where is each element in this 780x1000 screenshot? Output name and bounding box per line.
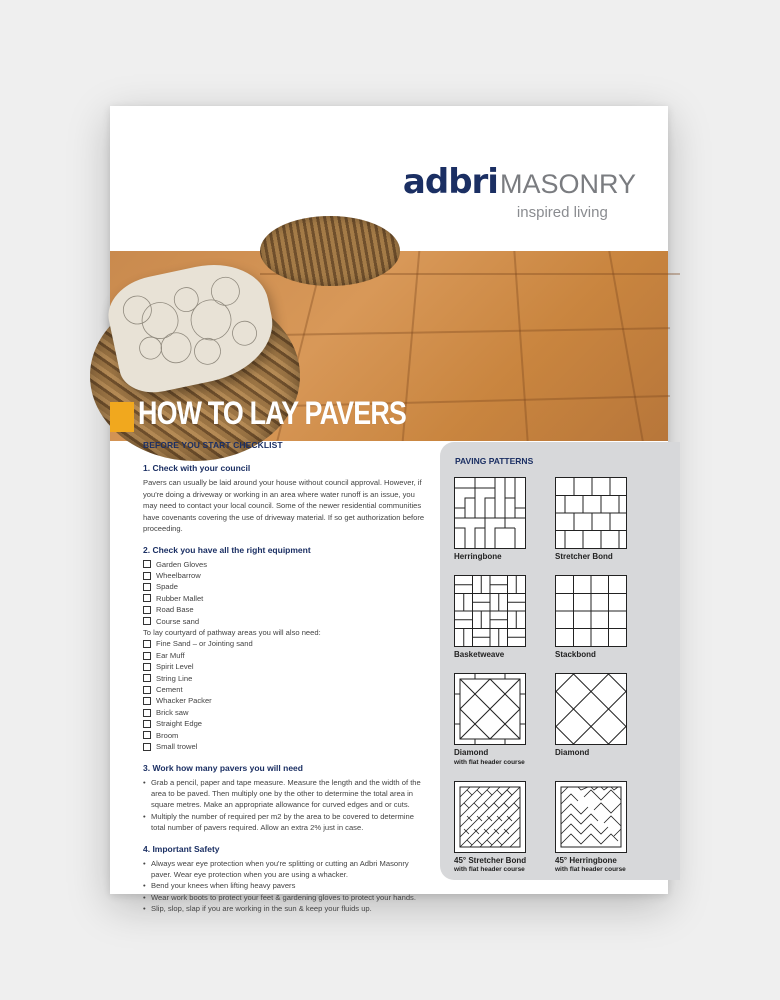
list-item: Course sand [143,616,428,627]
list-item: Spade [143,581,428,592]
list-item: Spirit Level [143,661,428,672]
diamond-header-pattern-icon [454,673,526,745]
checkbox-icon [143,743,151,751]
section-1-text: Pavers can usually be laid around your house without council approval. However, if you're doing a driveway or working in an area where water runoff is an issue, you may need to contact your local council. Some of the newer residential communities have covenants covering the use of driveway material. If so get authorization before proceeding. [143,478,425,533]
panel-title: PAVING PATTERNS [455,456,534,466]
herringbone-pattern-icon [454,477,526,549]
bullet-item: • Always wear eye protection when you're splitting or cutting an Adbri Masonry paver. Wear eye protection when you are using a whacker. [143,858,428,881]
pattern-label: Basketweave [454,650,505,659]
list-item: Straight Edge [143,718,428,729]
list-item: Fine Sand – or Jointing sand [143,638,428,649]
checkbox-icon [143,617,151,625]
page-title: HOW TO LAY PAVERS [138,395,407,431]
list-item: Ear Muff [143,650,428,661]
section-1-title: 1. Check with your council [143,463,251,473]
checklist-heading: BEFORE YOU START CHECKLIST [143,440,283,450]
checkbox-icon [143,560,151,568]
45-stretcher-bond-pattern-icon [454,781,526,853]
pattern-label: 45° Herringbone [555,856,617,865]
pattern-label: Diamond [454,748,489,757]
flyer-page [110,106,668,914]
list-item: Garden Gloves [143,559,428,570]
list-item: Brick saw [143,707,428,718]
paving-patterns-panel [440,442,680,880]
pattern-label: Stackbond [555,650,596,659]
pattern-sublabel: with flat header course [454,866,525,873]
list-item: Wheelbarrow [143,570,428,581]
list-item: Broom [143,730,428,741]
checkbox-icon [143,731,151,739]
pattern-label: 45° Stretcher Bond [454,856,527,865]
45-herringbone-pattern-icon [555,781,627,853]
pattern-label: Stretcher Bond [555,552,613,561]
checkbox-icon [143,720,151,728]
checkbox-icon [143,652,151,660]
checkbox-icon [143,594,151,602]
logo [403,162,636,221]
list-item: Road Base [143,604,428,615]
section-3-title: 3. Work how many pavers you will need [143,762,303,773]
logo-brand: adbri [402,162,498,202]
checkbox-icon [143,686,151,694]
bullet-item: • Grab a pencil, paper and tape measure. Measure the length and the width of the area to be paved. Then multiply one by the other to determine the total area in square metres. Make an appropriate allowance for curved edges and or cuts. [143,777,428,811]
list-item: Cement [143,684,428,695]
logo-tagline: inspired living [516,204,608,221]
checkbox-icon [143,709,151,717]
title-accent-bar [110,402,134,432]
checkbox-icon [143,572,151,580]
checkbox-icon [143,674,151,682]
list-item: Whacker Packer [143,695,428,706]
pattern-sublabel: with flat header course [555,866,626,873]
checkbox-icon [143,697,151,705]
list-item: String Line [143,673,428,684]
pattern-sublabel: with flat header course [454,759,525,766]
checkbox-icon [143,606,151,614]
bullet-item: • Slip, slop, slap if you are working in the sun & keep your fluids up. [143,903,428,914]
section-4-title: 4. Important Safety [143,843,220,854]
checklist-column [143,440,428,915]
equipment-note: To lay courtyard of pathway areas you will also need: [143,627,321,637]
section-2-title: 2. Check you have all the right equipment [143,544,311,555]
checkbox-icon [143,640,151,648]
bullet-item: • Wear work boots to protect your feet & gardening gloves to protect your hands. [143,892,428,903]
stretcher-bond-pattern-icon [555,477,627,549]
extra-equipment-list [143,638,428,752]
equipment-list [143,559,428,627]
bullet-item: • Multiply the number of required per m2 by the area to be covered to determine total number of pavers required. Allow an extra 2% just in case. [143,811,428,834]
basket-stool [260,216,400,286]
checkbox-icon [143,583,151,591]
pattern-label: Diamond [555,748,590,757]
bullet-item: • Bend your knees when lifting heavy pavers [143,880,428,891]
checkbox-icon [143,663,151,671]
pattern-label: Herringbone [454,552,502,561]
basketweave-pattern-icon [454,575,526,647]
list-item: Small trowel [143,741,428,752]
logo-product: MASONRY [499,169,636,199]
list-item: Rubber Mallet [143,593,428,604]
diamond-pattern-icon [555,673,627,745]
stackbond-pattern-icon [555,575,627,647]
